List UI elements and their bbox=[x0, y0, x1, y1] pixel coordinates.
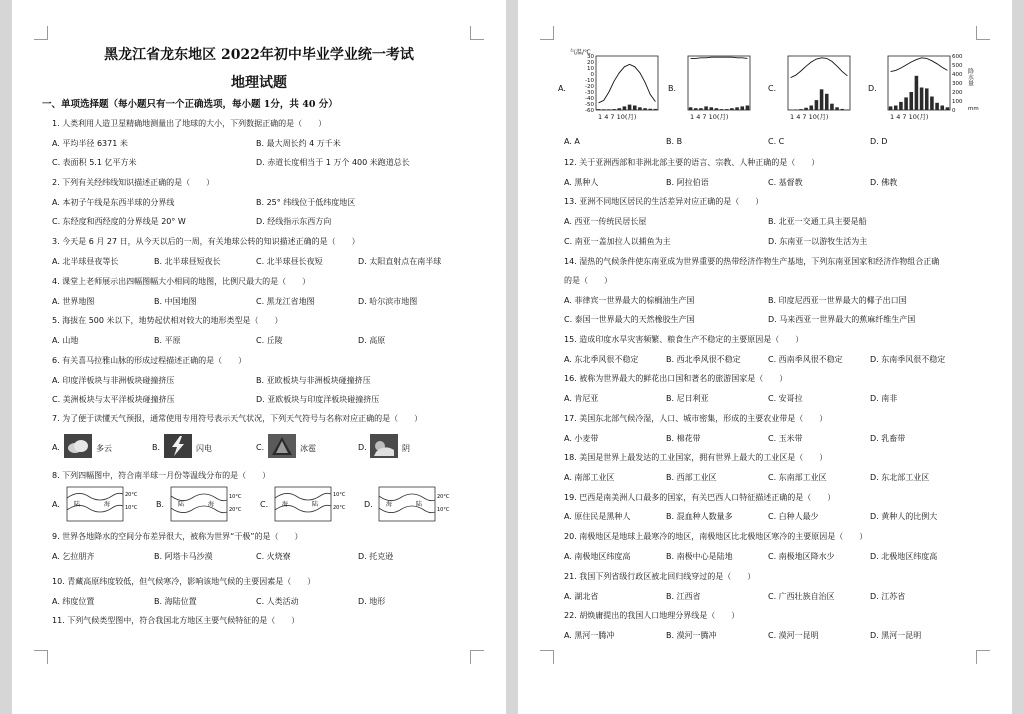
option[interactable]: C. 漠河一昆明 bbox=[768, 631, 819, 640]
option[interactable]: B. 平原 bbox=[154, 336, 181, 345]
option[interactable]: C. 美洲板块与太平洋板块碰撞挤压 bbox=[52, 395, 175, 404]
option[interactable]: B. 西部工业区 bbox=[666, 473, 717, 482]
month-tick-labels: 1 4 7 10(月) bbox=[890, 113, 929, 121]
precip-bar bbox=[654, 109, 658, 110]
question-21: 21. 我国下列省级行政区被北回归线穿过的是（ ） bbox=[564, 572, 756, 581]
precip-tick-label: 100 bbox=[952, 99, 963, 105]
option[interactable]: D. 佛教 bbox=[870, 178, 898, 187]
climate-option-c[interactable] bbox=[768, 48, 878, 124]
precip-bar bbox=[623, 106, 627, 110]
precip-bar bbox=[617, 108, 621, 110]
weather-symbol-options bbox=[52, 432, 472, 462]
temp-tick-label: -50 bbox=[585, 102, 594, 108]
option[interactable]: B. 混血种人数量多 bbox=[666, 512, 733, 521]
precip-bar bbox=[633, 106, 637, 111]
question-8: 8. 下列四幅图中，符合南半球一月份等温线分布的是（ ） bbox=[52, 471, 271, 480]
weather-name: 阴 bbox=[402, 444, 410, 453]
option[interactable]: D. 东北部工业区 bbox=[870, 473, 930, 482]
precip-bar bbox=[935, 103, 939, 110]
temp-tick-label: -60 bbox=[585, 108, 594, 114]
temp-tick-label: 20 bbox=[587, 60, 594, 66]
climate-option-a[interactable] bbox=[558, 48, 668, 124]
land-label: 陆 bbox=[416, 501, 423, 508]
option[interactable]: B. B bbox=[666, 137, 683, 146]
options-10 bbox=[52, 596, 492, 608]
option[interactable]: A. 黑河一腾冲 bbox=[564, 631, 615, 640]
precip-bar bbox=[830, 104, 834, 110]
option[interactable]: C. 南极地区降水少 bbox=[768, 552, 835, 561]
option[interactable]: D. 托克逊 bbox=[358, 552, 394, 561]
option[interactable]: A. 西亚一传统民居长屋 bbox=[564, 217, 647, 226]
land-label: 陆 bbox=[74, 501, 81, 508]
question-17: 17. 美国东北部气候冷湿，人口、城市密集，形成的主要农业带是（ ） bbox=[564, 414, 828, 423]
question-14: 14. 湿热的气候条件使东南亚成为世界重要的热带经济作物生产基地，下列东南亚国家和经济作物组合正确 bbox=[564, 257, 940, 266]
plot-frame bbox=[888, 56, 950, 110]
climate-option-d[interactable] bbox=[868, 48, 998, 124]
lightning-icon bbox=[164, 434, 192, 458]
precip-tick-label: 600 bbox=[952, 54, 963, 60]
isotherm-label: 10°C bbox=[125, 505, 138, 511]
option-letter: D. bbox=[358, 443, 367, 452]
option[interactable]: B. 棉花带 bbox=[666, 434, 701, 443]
precip-bar bbox=[894, 106, 898, 111]
precip-bar bbox=[825, 94, 829, 110]
isotherm-label: 20°C bbox=[437, 494, 450, 500]
precip-bar bbox=[799, 109, 803, 110]
precip-bar bbox=[899, 102, 903, 110]
section-heading: 一、单项选择题（每小题只有一个正确选项，每小题 1分，共 40 分） bbox=[42, 99, 338, 110]
option[interactable]: D. 太阳直射点在南半球 bbox=[358, 257, 442, 266]
options-20 bbox=[564, 551, 1004, 563]
isotherm-map bbox=[378, 486, 458, 524]
sea-label: 海 bbox=[386, 501, 393, 508]
option[interactable]: B. 阿塔卡马沙漠 bbox=[154, 552, 213, 561]
option[interactable]: A. 湖北省 bbox=[564, 592, 599, 601]
question-10: 10. 青藏高原纬度较低，但气候寒冷，影响该地气候的主要因素是（ ） bbox=[52, 577, 316, 586]
precip-bar bbox=[946, 107, 950, 110]
precip-bar bbox=[915, 76, 919, 110]
option[interactable]: D. 亚欧板块与印度洋板块碰撞挤压 bbox=[256, 395, 380, 404]
option[interactable]: C. 广西壮族自治区 bbox=[768, 592, 835, 601]
option[interactable]: B. 南极中心是陆地 bbox=[666, 552, 733, 561]
option[interactable]: B. 中国地图 bbox=[154, 297, 197, 306]
isotherm-map-options bbox=[52, 486, 472, 526]
options-1 bbox=[52, 138, 492, 150]
option[interactable]: D. 东南亚一以游牧生活为主 bbox=[768, 237, 868, 246]
climate-chart-d bbox=[880, 48, 990, 124]
climate-chart-a bbox=[570, 48, 666, 124]
precip-bar bbox=[715, 108, 719, 110]
option[interactable]: C. 泰国一世界最大的天然橡胶生产国 bbox=[564, 315, 695, 324]
option[interactable]: A. 东北季风很不稳定 bbox=[564, 355, 639, 364]
option[interactable]: A. 南极地区纬度高 bbox=[564, 552, 631, 561]
isotherm-label: 10°C bbox=[437, 507, 450, 513]
option-letter: A. bbox=[52, 443, 60, 452]
precip-bar bbox=[694, 108, 698, 110]
option[interactable]: A. 肯尼亚 bbox=[564, 394, 599, 403]
option-letter: A. bbox=[52, 500, 60, 509]
option[interactable]: C. 安哥拉 bbox=[768, 394, 803, 403]
precip-bar bbox=[602, 109, 606, 110]
climate-option-b[interactable] bbox=[668, 48, 778, 124]
option[interactable]: B. 海陆位置 bbox=[154, 597, 197, 606]
option-letter: D. bbox=[868, 84, 877, 93]
option[interactable]: B. 阿拉伯语 bbox=[666, 178, 709, 187]
isotherm-map bbox=[66, 486, 146, 524]
precip-bar bbox=[638, 107, 642, 110]
option-letter: B. bbox=[668, 84, 677, 93]
question-11: 11. 下列气候类型图中，符合我国北方地区主要气候特征的是（ ） bbox=[52, 616, 300, 625]
option[interactable]: D. 地形 bbox=[358, 597, 386, 606]
precip-bar bbox=[889, 106, 893, 110]
option[interactable]: C. 基督教 bbox=[768, 178, 803, 187]
option[interactable]: D. 东南季风很不稳定 bbox=[870, 355, 946, 364]
precip-bar bbox=[930, 97, 934, 111]
precip-bar bbox=[648, 109, 652, 110]
crop-mark bbox=[976, 26, 990, 40]
precip-bar bbox=[820, 89, 824, 110]
isotherm-label: 20°C bbox=[125, 492, 138, 498]
option[interactable]: C. 南亚一盖加拉人以捕鱼为主 bbox=[564, 237, 671, 246]
option[interactable]: D. 马来西亚一世界最大的蕉麻纤维生产国 bbox=[768, 315, 916, 324]
crop-mark bbox=[470, 26, 484, 40]
hail-icon bbox=[268, 434, 296, 458]
plot-frame bbox=[788, 56, 850, 110]
option[interactable]: C. 东经度和西经度的分界线是 20° W bbox=[52, 217, 186, 226]
option[interactable]: A. 北半球昼夜等长 bbox=[52, 257, 119, 266]
temp-tick-label: -10 bbox=[585, 78, 594, 84]
question-2: 2. 下列有关经纬线知识描述正确的是（ ） bbox=[52, 178, 215, 187]
option[interactable]: C. 表面积 5.1 亿平方米 bbox=[52, 158, 137, 167]
option[interactable]: A. 菲律宾一世界最大的棕榈油生产国 bbox=[564, 296, 695, 305]
precip-bar bbox=[809, 106, 813, 111]
climate-chart-c bbox=[780, 48, 876, 124]
precip-bar bbox=[815, 100, 819, 110]
exam-subtitle: 地理试题 bbox=[231, 75, 287, 91]
option-letter: C. bbox=[256, 443, 265, 452]
precip-tick-label: 200 bbox=[952, 90, 963, 96]
weather-name: 闪电 bbox=[196, 444, 212, 453]
option-letter: C. bbox=[260, 500, 269, 509]
temp-tick-label: 10 bbox=[587, 66, 594, 72]
precip-tick-label: 500 bbox=[952, 63, 963, 69]
question-22: 22. 胡焕庸提出的我国人口地理分界线是（ ） bbox=[564, 611, 740, 620]
options-17 bbox=[564, 433, 1004, 445]
precip-bar bbox=[835, 107, 839, 110]
crop-mark bbox=[34, 650, 48, 664]
question-18: 18. 美国是世界上最发达的工业国家，拥有世界上最大的工业区是（ ） bbox=[564, 453, 828, 462]
options-9 bbox=[52, 551, 492, 563]
month-tick-labels: 1 4 7 10(月) bbox=[790, 113, 829, 121]
options-18 bbox=[564, 472, 1004, 484]
options-16 bbox=[564, 393, 1004, 405]
crop-mark bbox=[540, 26, 554, 40]
cloudy-icon bbox=[64, 434, 92, 458]
precip-tick-label: 300 bbox=[952, 81, 963, 87]
option[interactable]: C. 黑龙江省地图 bbox=[256, 297, 315, 306]
option[interactable]: D. D bbox=[870, 137, 888, 146]
option[interactable]: D. 北极地区纬度高 bbox=[870, 552, 938, 561]
option[interactable]: B. 北亚一交通工具主要是船 bbox=[768, 217, 867, 226]
question-13: 13. 亚洲不同地区居民的生活差异对应正确的是（ ） bbox=[564, 197, 764, 206]
options-21 bbox=[564, 591, 1004, 603]
option[interactable]: D. 乳畜带 bbox=[870, 434, 906, 443]
question-19: 19. 巴西是南美洲人口最多的国家，有关巴西人口特征描述正确的是（ ） bbox=[564, 493, 836, 502]
option[interactable]: D. 经线指示东西方向 bbox=[256, 217, 332, 226]
crop-mark bbox=[470, 650, 484, 664]
precip-bar bbox=[730, 108, 734, 110]
precip-bar bbox=[794, 109, 798, 110]
options-11 bbox=[564, 137, 1004, 149]
option[interactable]: C. 火烧寮 bbox=[256, 552, 291, 561]
temp-axis-label: 气温/℃ bbox=[570, 49, 591, 56]
option[interactable]: D. 南非 bbox=[870, 394, 898, 403]
option[interactable]: D. 江苏省 bbox=[870, 592, 906, 601]
month-tick-labels: 1 4 7 10(月) bbox=[690, 113, 729, 121]
options-6 bbox=[52, 375, 492, 387]
option[interactable]: C. C bbox=[768, 137, 785, 146]
precip-bar bbox=[643, 108, 647, 110]
option-letter: B. bbox=[156, 500, 165, 509]
isotherm-map bbox=[274, 486, 354, 524]
option[interactable]: C. 西南季风很不稳定 bbox=[768, 355, 843, 364]
precip-bar bbox=[920, 88, 924, 111]
options-2 bbox=[52, 197, 492, 209]
sea-label: 海 bbox=[104, 501, 111, 508]
weather-name: 多云 bbox=[96, 444, 112, 453]
options-13b bbox=[564, 236, 1004, 248]
overcast-icon bbox=[370, 434, 398, 458]
isotherm-label: 10°C bbox=[229, 494, 242, 500]
option[interactable]: B. 亚欧板块与非洲板块碰撞挤压 bbox=[256, 376, 371, 385]
exam-page-right bbox=[518, 0, 1012, 714]
temp-tick-label: -20 bbox=[585, 84, 594, 90]
option-letter: A. bbox=[558, 84, 566, 93]
crop-mark bbox=[540, 650, 554, 664]
question-1: 1. 人类利用人造卫星精确地测量出了地球的大小，下列数据正确的是（ ） bbox=[52, 119, 327, 128]
question-3: 3. 今天是 6 月 27 日，从今天以后的一周，有关地球公转的知识描述正确的是（ ） bbox=[52, 237, 360, 246]
precip-bar bbox=[735, 107, 739, 110]
option[interactable]: C. 白种人最少 bbox=[768, 512, 819, 521]
option[interactable]: A. 世界地图 bbox=[52, 297, 95, 306]
option[interactable]: B. 江西省 bbox=[666, 592, 701, 601]
isotherm-label: 20°C bbox=[229, 507, 242, 513]
question-7: 7. 为了便于读懂天气预报，通常使用专用符号表示天气状况，下列天气符号与名称对应正确的是（ ） bbox=[52, 414, 423, 423]
climate-chart-options bbox=[558, 48, 998, 124]
question-15: 15. 造成印度水旱灾害频繁、粮食生产不稳定的主要原因是（ ） bbox=[564, 335, 804, 344]
land-label: 陆 bbox=[178, 501, 185, 508]
precip-tick-label: 400 bbox=[952, 72, 963, 78]
plot-frame bbox=[688, 56, 750, 110]
question-6: 6. 有关喜马拉雅山脉的形成过程描述正确的是（ ） bbox=[52, 356, 247, 365]
temp-tick-label: 30 bbox=[587, 54, 594, 60]
option[interactable]: A. 乞拉朋齐 bbox=[52, 552, 95, 561]
options-15 bbox=[564, 354, 1004, 366]
options-14b bbox=[564, 314, 1004, 326]
precip-bar bbox=[628, 105, 632, 110]
exam-page-left bbox=[12, 0, 506, 714]
options-22 bbox=[564, 630, 1004, 642]
option[interactable]: D. 黑河一昆明 bbox=[870, 631, 922, 640]
question-4: 4. 课堂上老师展示出四幅图幅大小相同的地图，比例尺最大的是（ ） bbox=[52, 277, 311, 286]
option[interactable]: D. 赤道长度相当于 1 万个 400 米跑道总长 bbox=[256, 158, 410, 167]
sea-label: 海 bbox=[282, 501, 289, 508]
land-label: 陆 bbox=[312, 501, 319, 508]
option[interactable]: A. A bbox=[564, 137, 580, 146]
options-1b bbox=[52, 157, 492, 169]
option[interactable]: B. 尼日利亚 bbox=[666, 394, 709, 403]
crop-mark bbox=[34, 26, 48, 40]
question-20: 20. 南极地区是地球上最寒冷的地区，南极地区比北极地区寒冷的主要原因是（ ） bbox=[564, 532, 868, 541]
option[interactable]: A. 印度洋板块与非洲板块碰撞挤压 bbox=[52, 376, 175, 385]
temp-tick-label: -30 bbox=[585, 90, 594, 96]
option[interactable]: D. 高原 bbox=[358, 336, 386, 345]
options-12 bbox=[564, 177, 1004, 189]
option[interactable]: C. 玉米带 bbox=[768, 434, 803, 443]
question-16: 16. 被称为世界最大的鲜花出口国和著名的旅游国家是（ ） bbox=[564, 374, 788, 383]
exam-title: 黑龙江省龙东地区 2022年初中毕业学业统一考试 bbox=[104, 47, 414, 63]
option[interactable]: B. 25° 纬线位于低纬度地区 bbox=[256, 198, 356, 207]
option[interactable]: B. 漠河一腾冲 bbox=[666, 631, 717, 640]
option-letter: B. bbox=[152, 443, 161, 452]
isotherm-map bbox=[170, 486, 250, 524]
options-3 bbox=[52, 256, 492, 268]
precip-bar bbox=[746, 106, 750, 111]
precip-bar bbox=[925, 88, 929, 110]
precip-bar bbox=[704, 106, 708, 110]
month-tick-labels: 1 4 7 10(月) bbox=[598, 113, 637, 121]
precip-bar bbox=[740, 106, 744, 110]
options-5 bbox=[52, 335, 492, 347]
option[interactable]: C. 北半球昼长夜短 bbox=[256, 257, 323, 266]
option[interactable]: A. 小麦带 bbox=[564, 434, 599, 443]
option[interactable]: B. 北半球昼短夜长 bbox=[154, 257, 221, 266]
precip-bar bbox=[909, 92, 913, 110]
precip-bar bbox=[940, 106, 944, 111]
option[interactable]: A. 平均半径 6371 米 bbox=[52, 139, 128, 148]
option[interactable]: A. 南部工业区 bbox=[564, 473, 615, 482]
crop-mark bbox=[976, 650, 990, 664]
option[interactable]: B. 最大周长约 4 万千米 bbox=[256, 139, 341, 148]
isotherm-label: 20°C bbox=[333, 505, 346, 511]
options-4 bbox=[52, 296, 492, 308]
option[interactable]: C. 人类活动 bbox=[256, 597, 299, 606]
precip-bar bbox=[689, 107, 693, 110]
option[interactable]: C. 东南部工业区 bbox=[768, 473, 827, 482]
precip-bar bbox=[612, 109, 616, 110]
precip-bar bbox=[904, 97, 908, 110]
precip-bar bbox=[607, 109, 611, 110]
precip-bar bbox=[597, 109, 601, 110]
precip-bar bbox=[804, 108, 808, 110]
question-14-cont: 的是（ ） bbox=[564, 276, 612, 285]
options-6b bbox=[52, 394, 492, 406]
option-letter: D. bbox=[364, 500, 373, 509]
precip-bar bbox=[720, 109, 724, 110]
option[interactable]: D. 哈尔滨市地图 bbox=[358, 297, 418, 306]
option[interactable]: A. 本初子午线是东西半球的分界线 bbox=[52, 198, 175, 207]
precip-axis-label: 降水量 bbox=[966, 68, 974, 86]
option[interactable]: A. 纬度位置 bbox=[52, 597, 95, 606]
option[interactable]: A. 原住民是黑种人 bbox=[564, 512, 631, 521]
option[interactable]: B. 印度尼西亚一世界最大的椰子出口国 bbox=[768, 296, 907, 305]
option[interactable]: D. 黄种人的比例大 bbox=[870, 512, 938, 521]
option[interactable]: A. 黑种人 bbox=[564, 178, 599, 187]
precip-bar bbox=[725, 109, 729, 110]
precip-bar bbox=[709, 107, 713, 110]
plot-frame bbox=[596, 56, 658, 110]
precip-bar bbox=[840, 109, 844, 110]
option[interactable]: B. 西北季风很不稳定 bbox=[666, 355, 741, 364]
sea-label: 海 bbox=[208, 501, 215, 508]
temp-tick-label: 0 bbox=[590, 72, 594, 78]
options-13 bbox=[564, 216, 1004, 228]
isotherm-label: 10°C bbox=[333, 492, 346, 498]
question-12: 12. 关于亚洲西部和非洲北部主要的语言、宗教、人种正确的是（ ） bbox=[564, 158, 820, 167]
option[interactable]: A. 山地 bbox=[52, 336, 79, 345]
precip-unit-label: mm bbox=[968, 106, 979, 112]
precip-bar bbox=[699, 108, 703, 110]
temp-tick-label: -40 bbox=[585, 96, 594, 102]
option-letter: C. bbox=[768, 84, 777, 93]
options-2b bbox=[52, 216, 492, 228]
precip-tick-label: 0 bbox=[952, 108, 956, 114]
question-5: 5. 海拔在 500 米以下，地势起伏相对较大的地形类型是（ ） bbox=[52, 316, 283, 325]
option[interactable]: C. 丘陵 bbox=[256, 336, 283, 345]
question-9: 9. 世界各地降水的空间分布差异很大，被称为世界“干极”的是（ ） bbox=[52, 532, 303, 541]
climate-chart-b bbox=[680, 48, 776, 124]
options-19 bbox=[564, 511, 1004, 523]
weather-name: 冰雹 bbox=[300, 444, 316, 453]
options-14 bbox=[564, 295, 1004, 307]
